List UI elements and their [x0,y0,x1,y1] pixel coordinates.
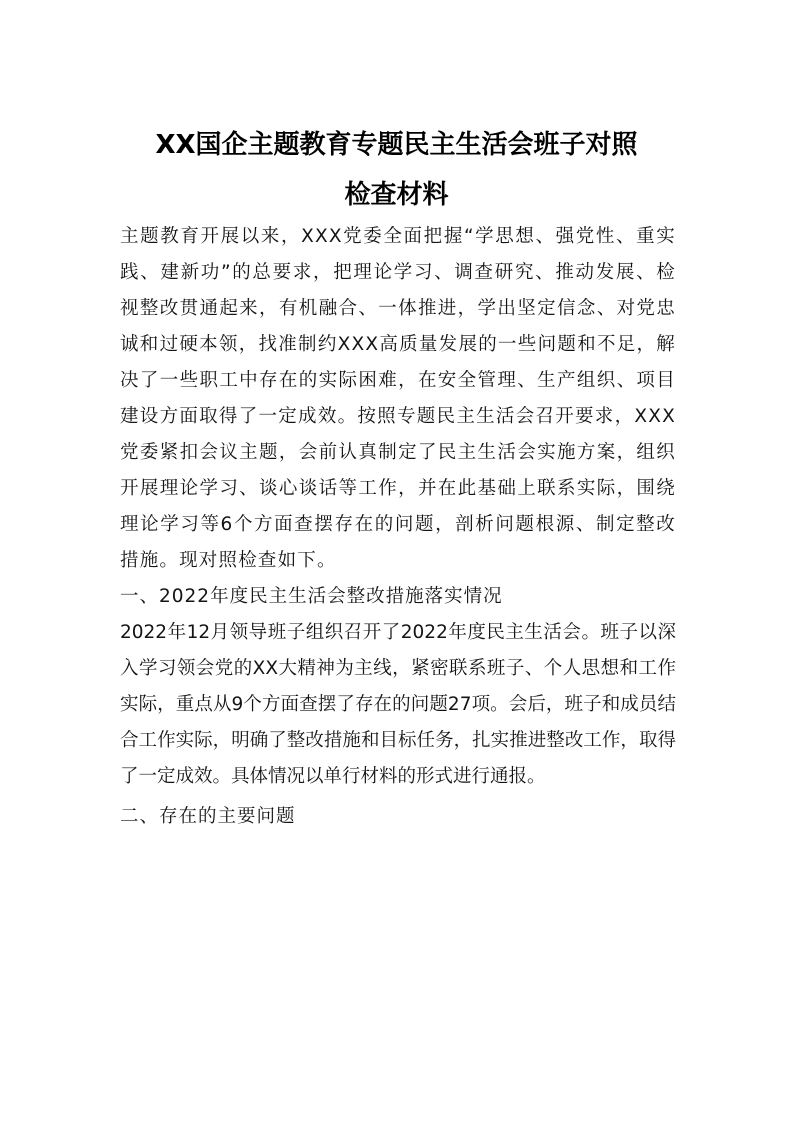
intro-paragraph: 主题教育开展以来，XXX党委全面把握“学思想、强党性、重实践、建新功”的总要求，把理论学习、调查研究、推动发展、检视整改贯通起来，有机融合、一体推进，学出坚定信念、对党忠诚和过硬本领，找准制约XXX高质量发展的一些问题和不足，解决了一些职工中存在的实际困难，在安全管理、生产组织、项目建设方面取得了一定成效。按照专题民主生活会召开要求，XXX党委紧扣会议主题，会前认真制定了民主生活会实施方案，组织开展理论学习、谈心谈话等工作，并在此基础上联系实际，围绕理论学习等6个方面查摆存在的问题，剖析问题根源、制定整改措施。现对照检查如下。 [120,226,676,571]
document-body [120,219,676,835]
document-title-line-2: 检查材料 [344,180,449,210]
document-title-line-1: XX国企主题教育专题民主生活会班子对照 [155,130,638,160]
section-2-heading: 二、存在的主要问题 [120,806,296,827]
section-1-paragraph: 2022年12月领导班子组织召开了2022年度民主生活会。班子以深入学习领会党的XX大精神为主线，紧密联系班子、个人思想和工作实际，重点从9个方面查摆了存在的问题27项。会后，班子和成员结合工作实际，明确了整改措施和目标任务，扎实推进整改工作，取得了一定成效。具体情况以单行材料的形式进行通报。 [120,622,676,787]
section-1-heading: 一、2022年度民主生活会整改措施落实情况 [120,586,503,607]
